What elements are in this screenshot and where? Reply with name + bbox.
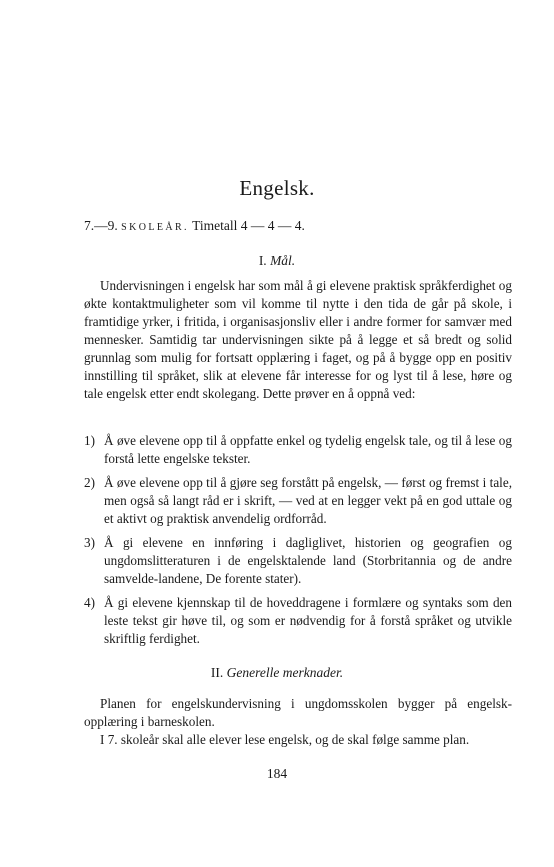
goal-text: Å øve elevene opp til å oppfatte enkel og tydelig engelsk tale, og til å lese og forstå lette engelske tekster. [104, 433, 512, 466]
page-title: Engelsk. [239, 176, 315, 200]
goal-number: 4) [84, 595, 95, 610]
section-title: Generelle merknader. [226, 665, 344, 680]
plan-text [84, 695, 512, 749]
goal-number: 3) [84, 535, 95, 550]
goal-item [84, 534, 512, 588]
grade-hours-line [84, 218, 305, 234]
section-number: I. [258, 253, 267, 268]
page-number: 184 [266, 766, 288, 781]
goal-number: 1) [84, 433, 95, 448]
goal-item [84, 432, 512, 468]
section-heading-goals [0, 253, 554, 269]
grade-range: 7.—9. [84, 218, 118, 233]
section-title: Mål. [270, 253, 296, 268]
plan-paragraph: I 7. skoleår skal alle elever lese engelsk, og de skal følge samme plan. [100, 732, 470, 747]
section-heading-general-remarks [0, 665, 554, 681]
goal-item [84, 474, 512, 528]
plan-paragraph: Planen for engelskundervisning i ungdomsskolen bygger på engelskopplæring i barneskolen. [84, 696, 512, 729]
goal-text: Å øve elevene opp til å gjøre seg forstått på engelsk, — først og fremst i tale, men også så langt råd er i skrift, — ved at en legger vekt på en god uttale og et aktivt og praktisk anvendelig ordforråd. [104, 475, 512, 526]
goal-number: 2) [84, 475, 95, 490]
goals-list [84, 432, 512, 654]
goal-item [84, 594, 512, 648]
goal-text: Å gi elevene kjennskap til de hoveddragene i formlære og syntaks som den leste tekst gir høve til, og som er nødvendig for å forstå språket og utvikle skriftlig ferdighet. [104, 595, 512, 646]
hours-text: Timetall 4 — 4 — 4. [192, 218, 305, 233]
intro-paragraph: Undervisningen i engelsk har som mål å gi elevene praktisk språkferdighet og økte kontaktmuligheter som vil komme til nytte i den tida de går på skole, i framtidige yrker, i fritida, i organisasjonsliv eller i andre former for samvær med mennesker. Samtidig tar undervisningen sikte på å legge et så bredt og solid grunnlag som mulig for fortsatt opplæring i faget, og på å bygge opp en positiv innstilling til språket, slik at elevene får interesse for og lyst til å lese, høre og tale engelsk etter endt skolegang. Dette prøver en å oppnå ved: [84, 278, 512, 401]
goal-text: Å gi elevene en innføring i dagliglivet, historien og geografien og ungdomslitteraturen i de engelsktalende land (Storbritannia og de andre samvelde-landene, De forente stater). [104, 535, 512, 586]
section-number: II. [210, 665, 224, 680]
grade-label: SKOLEÅR. [121, 222, 189, 233]
